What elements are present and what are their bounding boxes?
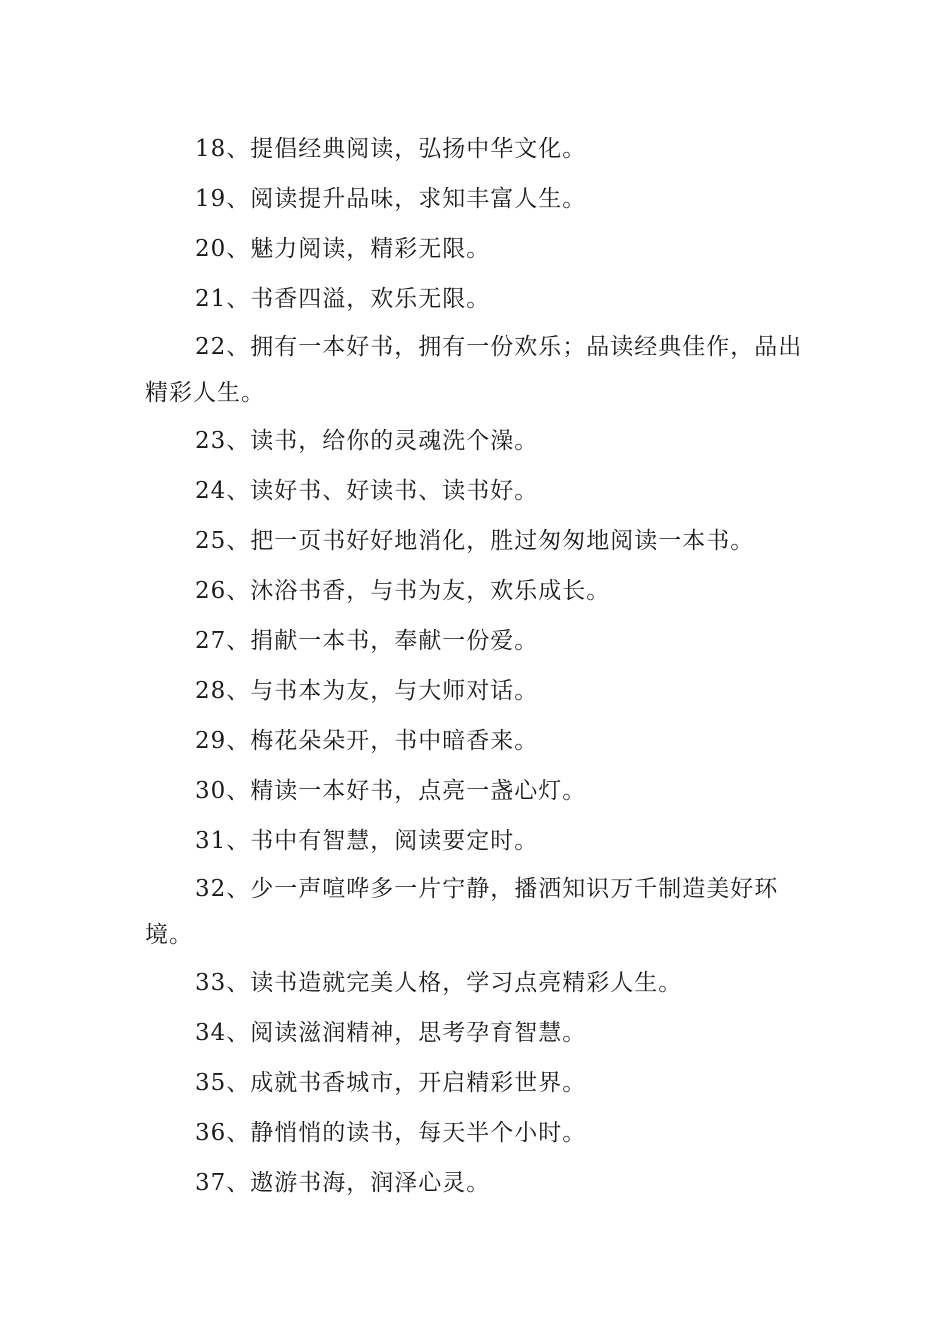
- slogan-item-27: 27、捐献一本书，奉献一份爱。: [195, 628, 539, 654]
- slogan-item-25: 25、把一页书好好地消化，胜过匆匆地阅读一本书。: [195, 528, 755, 554]
- slogan-item-29: 29、梅花朵朵开，书中暗香来。: [195, 728, 539, 754]
- slogan-item-32: 32、少一声喧哗多一片宁静，播洒知识万千制造美好环境。: [145, 876, 779, 948]
- slogan-item-34: 34、阅读滋润精神，思考孕育智慧。: [195, 1020, 587, 1046]
- slogan-item-36: 36、静悄悄的读书，每天半个小时。: [195, 1120, 587, 1146]
- slogan-item-30: 30、精读一本好书，点亮一盏心灯。: [195, 778, 587, 804]
- slogan-item-18: 18、提倡经典阅读，弘扬中华文化。: [195, 136, 587, 162]
- slogan-item-31: 31、书中有智慧，阅读要定时。: [195, 828, 539, 854]
- slogan-list: [145, 124, 815, 1208]
- slogan-item-19: 19、阅读提升品味，求知丰富人生。: [195, 186, 587, 212]
- slogan-item-24: 24、读好书、好读书、读书好。: [195, 478, 539, 504]
- slogan-item-20: 20、魅力阅读，精彩无限。: [195, 236, 491, 262]
- slogan-item-33: 33、读书造就完美人格，学习点亮精彩人生。: [195, 970, 683, 996]
- slogan-item-22: 22、拥有一本好书，拥有一份欢乐；品读经典佳作，品出精彩人生。: [145, 334, 803, 406]
- slogan-item-21: 21、书香四溢，欢乐无限。: [195, 286, 491, 312]
- slogan-item-28: 28、与书本为友，与大师对话。: [195, 678, 539, 704]
- slogan-item-37: 37、遨游书海，润泽心灵。: [195, 1170, 491, 1196]
- slogan-item-23: 23、读书，给你的灵魂洗个澡。: [195, 428, 539, 454]
- slogan-item-35: 35、成就书香城市，开启精彩世界。: [195, 1070, 587, 1096]
- slogan-item-26: 26、沐浴书香，与书为友，欢乐成长。: [195, 578, 611, 604]
